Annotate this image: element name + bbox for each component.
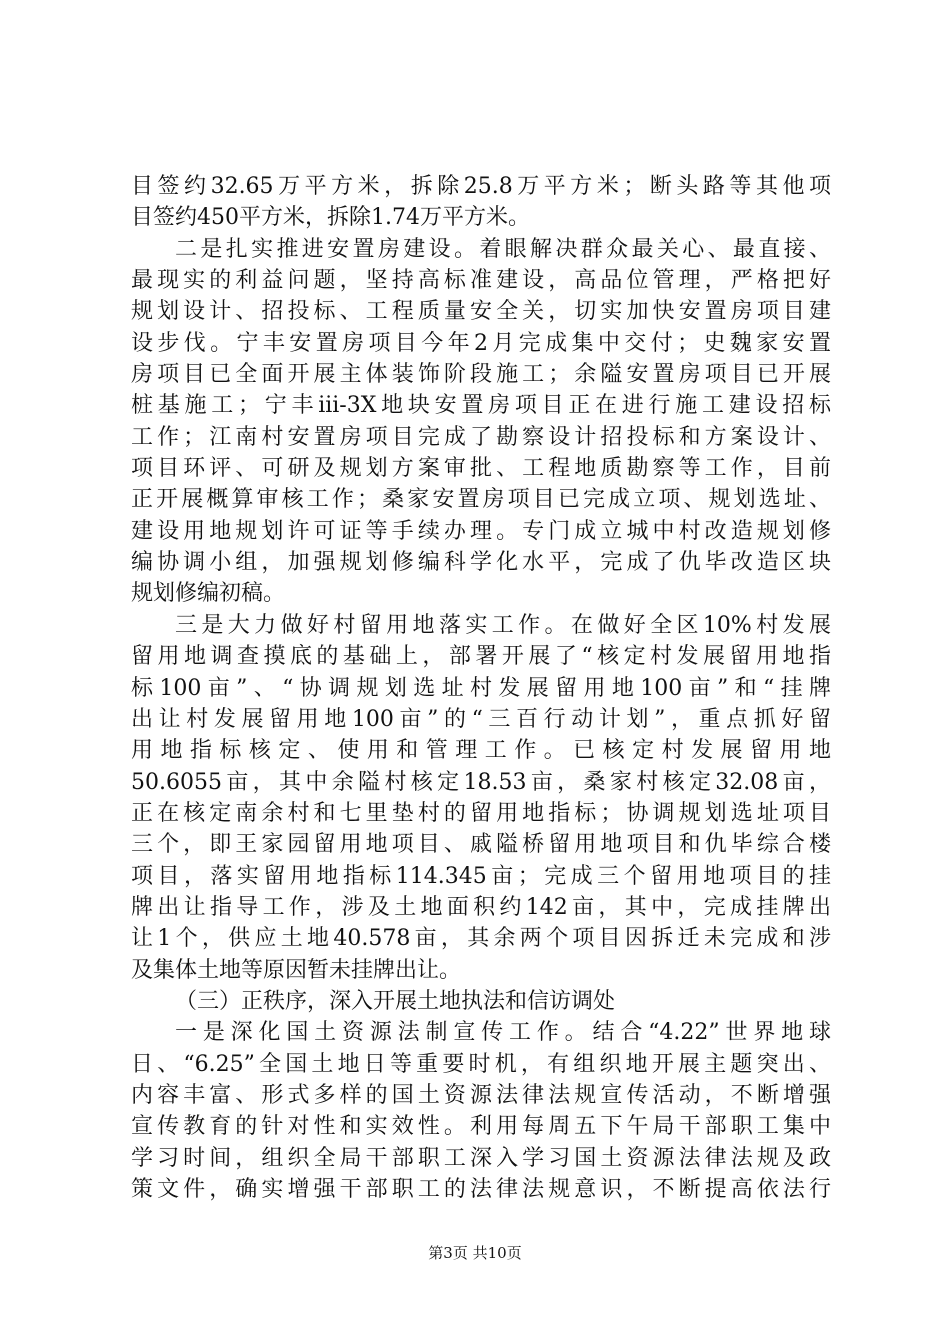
text-line: 内容丰富、形式多样的国土资源法律法规宣传活动，不断增强 [131, 1082, 831, 1108]
text-line: 规划修编初稿。 [131, 581, 286, 607]
body-text [131, 171, 831, 1205]
text-line: 建设用地规划许可证等手续办理。专门成立城中村改造规划修 [131, 518, 831, 544]
text-line: 正在核定南余村和七里垫村的留用地指标；协调规划选址项目 [131, 800, 831, 826]
text-line: 策文件，确实增强干部职工的法律法规意识，不断提高依法行 [131, 1177, 831, 1202]
text-line: 项目，落实留用地指标114.345亩；完成三个留用地项目的挂 [131, 863, 831, 889]
page-footer [0, 1242, 950, 1263]
text-line: 桩基施工；宁丰iii-3X地块安置房项目正在进行施工建设招标 [131, 393, 831, 419]
paragraph-start-line: 一是深化国土资源法制宣传工作。结合“4.22”世界地球 [175, 1020, 831, 1046]
text-line: 50.6055亩，其中余隘村核定18.53亩，桑家村核定32.08亩， [131, 769, 831, 795]
text-line: 日、“6.25”全国土地日等重要时机，有组织地开展主题突出、 [131, 1051, 831, 1077]
text-line: 工作；江南村安置房项目完成了勘察设计招投标和方案设计、 [131, 424, 831, 450]
text-line: 正开展概算审核工作；桑家安置房项目已完成立项、规划选址、 [131, 487, 831, 513]
text-line: 用地指标核定、使用和管理工作。已核定村发展留用地 [131, 738, 831, 764]
section-heading: （三）正秩序，深入开展土地执法和信访调处 [175, 988, 616, 1014]
paragraph-start-line: 三是大力做好村留用地落实工作。在做好全区10%村发展 [175, 612, 831, 638]
text-line: 出让村发展留用地100亩”的“三百行动计划”，重点抓好留 [131, 706, 831, 732]
text-line: 目签约450平方米，拆除1.74万平方米。 [131, 205, 530, 231]
page-number-label: 第3页 共10页 [428, 1244, 522, 1262]
text-line: 房项目已全面开展主体装饰阶段施工；余隘安置房项目已开展 [131, 362, 831, 388]
text-line: 留用地调查摸底的基础上，部署开展了“核定村发展留用地指 [131, 644, 831, 670]
paragraph-start-line: 二是扎实推进安置房建设。着眼解决群众最关心、最直接、 [175, 236, 831, 262]
text-line: 学习时间，组织全局干部职工深入学习国土资源法律法规及政 [131, 1145, 831, 1171]
text-line: 牌出让指导工作，涉及土地面积约142亩，其中，完成挂牌出 [131, 894, 831, 920]
text-line: 目签约32.65万平方米，拆除25.8万平方米；断头路等其他项 [131, 174, 831, 199]
text-line: 宣传教育的针对性和实效性。利用每周五下午局干部职工集中 [131, 1114, 831, 1140]
text-line: 设步伐。宁丰安置房项目今年2月完成集中交付；史魏家安置 [131, 330, 831, 356]
text-line: 编协调小组，加强规划修编科学化水平，完成了仇毕改造区块 [131, 550, 831, 576]
text-line: 标100亩”、“协调规划选址村发展留用地100亩”和“挂牌 [131, 675, 831, 701]
text-line: 规划设计、招投标、工程质量安全关，切实加快安置房项目建 [131, 299, 831, 325]
text-line: 让1个，供应土地40.578亩，其余两个项目因拆迁未完成和涉 [131, 926, 831, 952]
text-line: 三个，即王家园留用地项目、戚隘桥留用地项目和仇毕综合楼 [131, 832, 831, 858]
text-line: 及集体土地等原因暂未挂牌出让。 [131, 957, 462, 983]
text-line: 最现实的利益问题，坚持高标准建设，高品位管理，严格把好 [131, 268, 831, 294]
text-line: 项目环评、可研及规划方案审批、工程地质勘察等工作，目前 [131, 456, 831, 482]
